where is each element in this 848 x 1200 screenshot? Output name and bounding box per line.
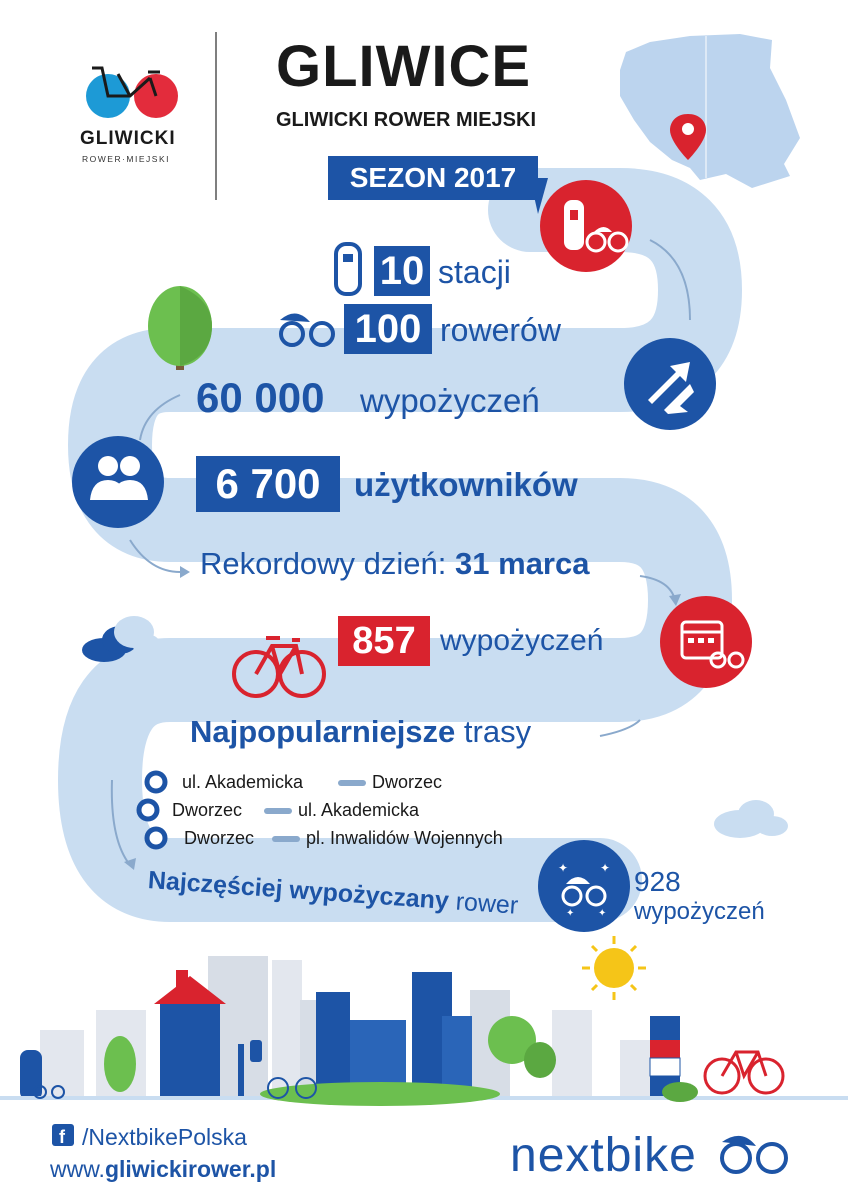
svg-text:✦: ✦ xyxy=(566,908,575,919)
favorite-bike-count: 928 xyxy=(634,866,681,897)
poland-map xyxy=(620,34,800,188)
nextbike-brand: nextbike xyxy=(510,1129,697,1182)
website-link[interactable] xyxy=(50,1156,276,1183)
website-domain: gliwickirower.pl xyxy=(104,1156,277,1182)
star-bike-icon xyxy=(538,840,630,932)
route-item xyxy=(182,772,303,793)
calendar-bike-icon xyxy=(660,596,752,688)
bikes-label: rowerów xyxy=(440,312,561,348)
svg-text:✦: ✦ xyxy=(598,908,607,919)
station-circle-icon xyxy=(540,180,632,272)
favorite-bike-label-bold: Najczęściej wypożyczany xyxy=(147,866,450,916)
route-from: Dworzec xyxy=(184,828,255,848)
cloud-icon-2 xyxy=(714,800,788,838)
record-date: 31 marca xyxy=(455,546,590,581)
logo-name: GLIWICKI xyxy=(80,128,176,149)
nextbike-logo-icon xyxy=(722,1136,786,1172)
bike-logo-icon xyxy=(86,68,178,118)
record-count: 857 xyxy=(338,616,430,666)
svg-text:✦: ✦ xyxy=(558,861,569,875)
routes-title xyxy=(190,714,531,750)
stations-count: 10 xyxy=(374,246,430,296)
route-to: pl. Inwalidów Wojennych xyxy=(306,828,503,848)
users-label: użytkowników xyxy=(354,466,578,503)
favorite-bike-unit: wypożyczeń xyxy=(634,898,765,925)
transfer-icon xyxy=(624,338,716,430)
station-icon xyxy=(336,244,360,294)
users-count: 6 700 xyxy=(196,456,340,512)
route-from: ul. Akademicka xyxy=(182,772,304,792)
route-item-to xyxy=(372,772,442,793)
facebook-link[interactable]: /NextbikePolska xyxy=(82,1124,247,1150)
route-to: Dworzec xyxy=(372,772,443,792)
svg-text:f: f xyxy=(59,1127,65,1147)
logo-tagline: ROWER·MIEJSKI xyxy=(82,154,170,164)
route-from: Dworzec xyxy=(172,800,243,820)
users-icon xyxy=(72,436,164,528)
page-title: GLIWICE xyxy=(276,34,532,99)
route-item-to xyxy=(306,828,503,849)
bikes-count: 100 xyxy=(344,304,432,354)
record-prefix: Rekordowy dzień: xyxy=(200,546,447,581)
record-label: wypożyczeń xyxy=(440,624,604,657)
facebook-icon xyxy=(52,1124,74,1147)
route-to: ul. Akademicka xyxy=(298,800,420,820)
route-item-to xyxy=(298,800,419,821)
record-day xyxy=(200,546,589,582)
stations-label: stacji xyxy=(438,254,511,290)
route-item xyxy=(172,800,242,821)
svg-text:✦: ✦ xyxy=(600,861,611,875)
city-skyline xyxy=(0,956,848,1106)
season-badge: SEZON 2017 xyxy=(328,156,538,200)
route-item xyxy=(184,828,254,849)
favorite-bike-label-rest: rower xyxy=(454,887,520,920)
page-subtitle: GLIWICKI ROWER MIEJSKI xyxy=(276,109,536,131)
website-prefix: www. xyxy=(50,1156,105,1182)
rentals-count: 60 000 xyxy=(196,374,325,421)
sun-icon xyxy=(582,936,646,1000)
rentals-label: wypożyczeń xyxy=(360,382,540,419)
red-bike-right-icon xyxy=(705,1052,783,1093)
routes-title-rest: trasy xyxy=(463,714,532,749)
routes-title-bold: Najpopularniejsze xyxy=(190,714,456,749)
